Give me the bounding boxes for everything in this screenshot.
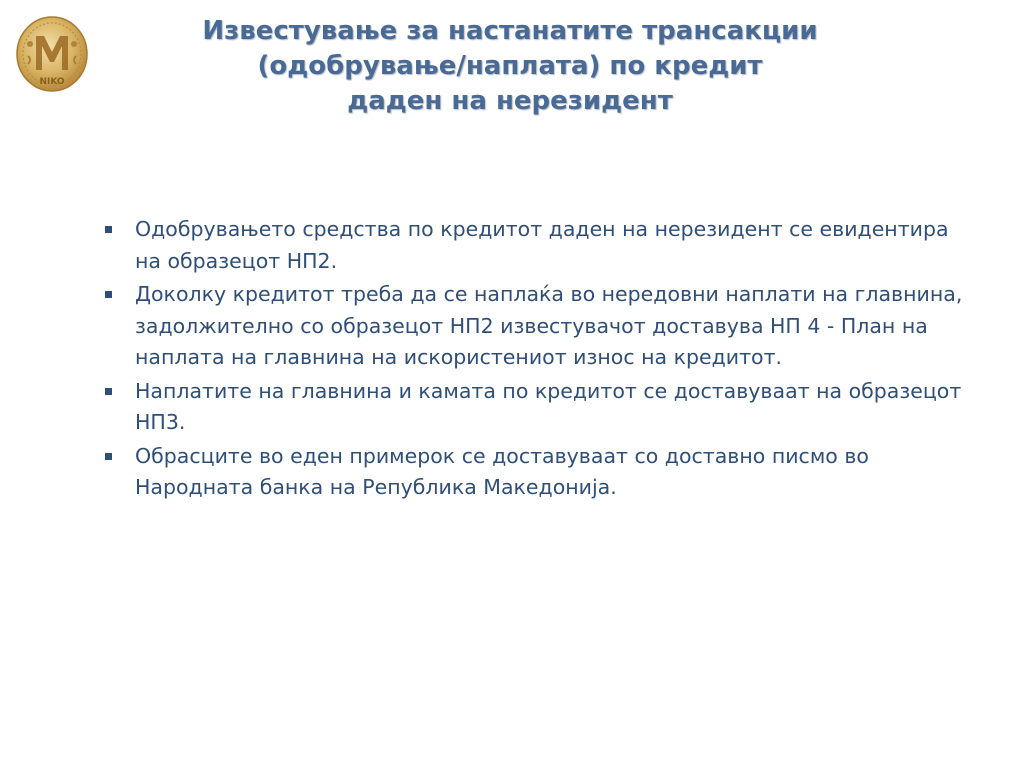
square-bullet-icon (105, 226, 112, 233)
title-line: (одобрување/наплата) по кредит (257, 51, 763, 81)
bullet-item (104, 376, 964, 439)
square-bullet-icon (105, 453, 112, 460)
bullet-item (104, 279, 964, 374)
bullet-text: Одобрувањето средства по кредитот даден на нерезидент се евидентира на образецот НП2. (135, 217, 949, 273)
coin-seal-icon (14, 14, 90, 94)
svg-text:NIKO: NIKO (39, 77, 65, 87)
bullet-item (104, 441, 964, 504)
title-line: Известување за настанатите трансакции (202, 16, 818, 46)
slide-title (160, 14, 860, 119)
bullet-item (104, 214, 964, 277)
bullet-text: Доколку кредитот треба да се наплаќа во нередовни наплати на главнина, задолжително со образецот НП2 известувачот доставува НП 4 - План на наплата на главнина на искористениот износ на кредитот. (135, 282, 963, 369)
bullet-text: Наплатите на главнина и камата по кредитот се доставуваат на образецот НП3. (135, 378, 962, 434)
square-bullet-icon (105, 291, 112, 298)
bullet-text: Обрасците во еден примерок се доставуваат со доставно писмо во Народната банка на Република Македонија. (135, 443, 869, 499)
title-line: даден на нерезидент (347, 86, 673, 116)
bullet-list (104, 214, 964, 506)
square-bullet-icon (105, 388, 112, 395)
